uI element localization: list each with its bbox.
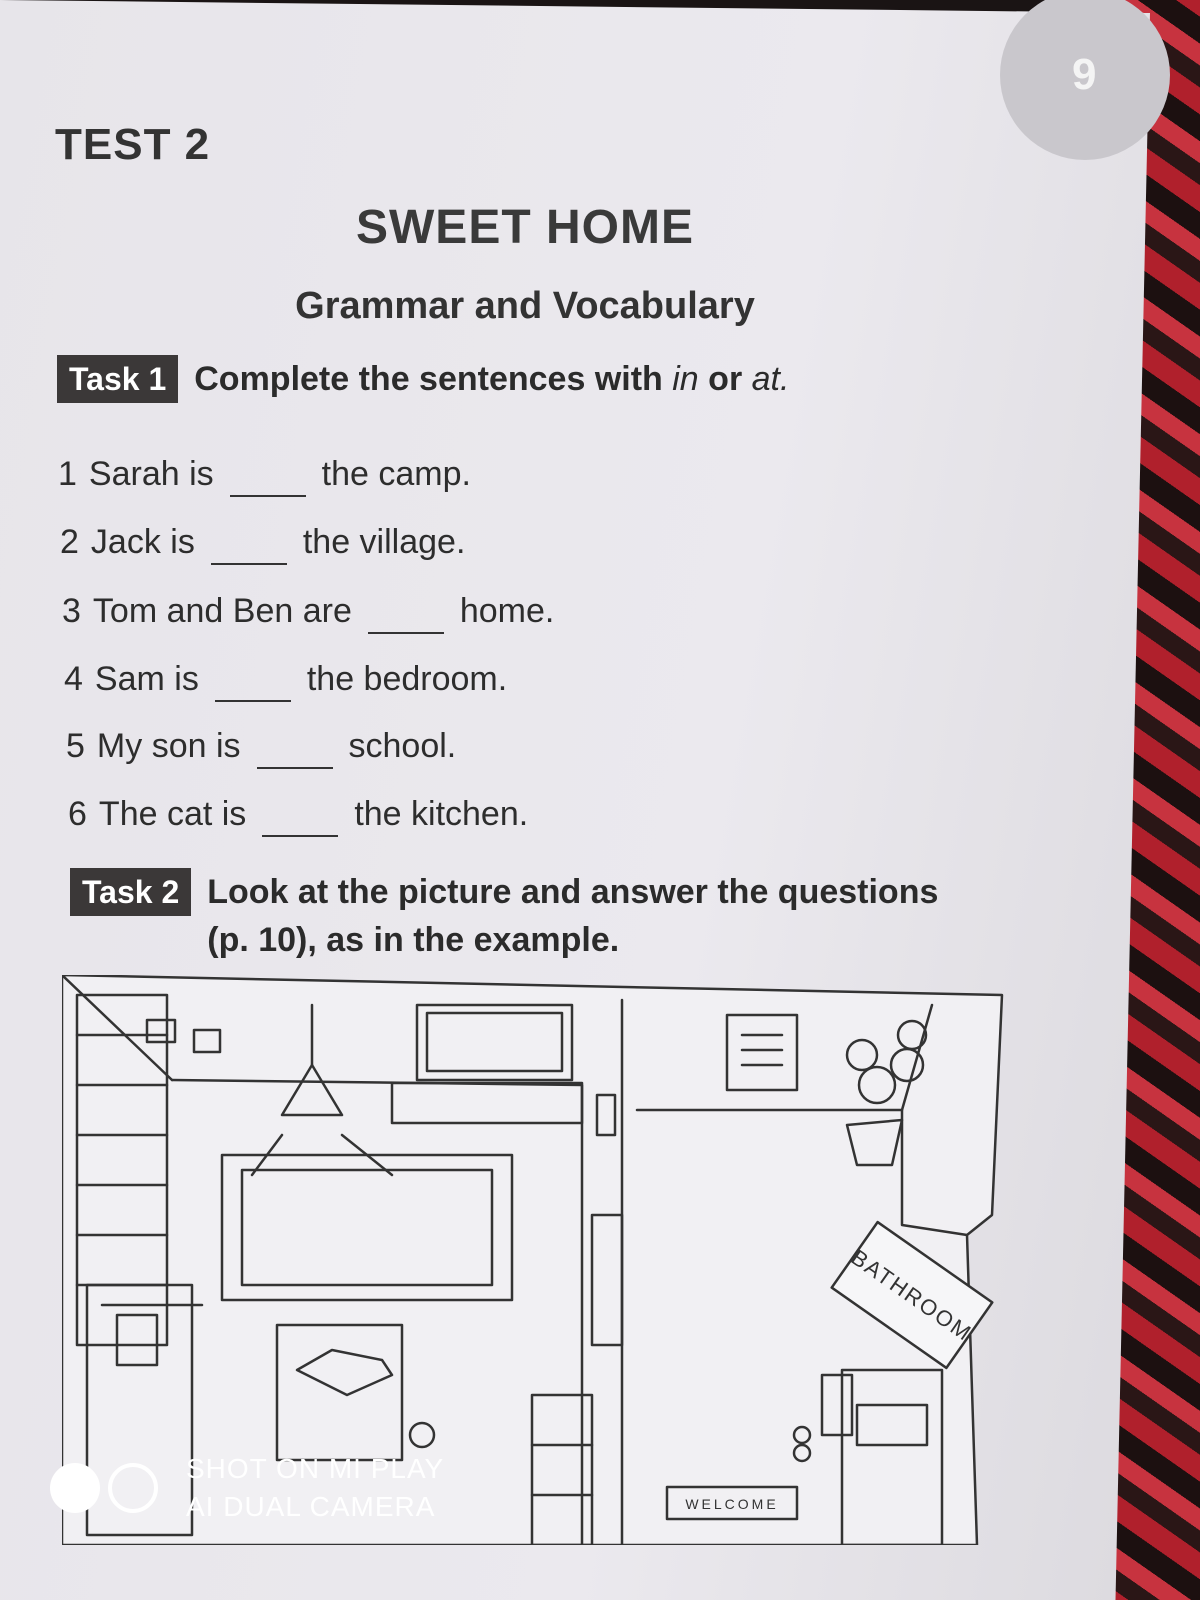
sentence-2 — [60, 523, 465, 562]
page-number: 9 — [1072, 50, 1097, 99]
sentence-number: 5 — [66, 727, 85, 765]
task1-word-in: in — [672, 360, 699, 398]
task1-label: Task 1 — [57, 355, 178, 403]
watermark-text — [186, 1450, 444, 1526]
sentence-5 — [66, 727, 456, 766]
answer-blank[interactable] — [257, 767, 333, 769]
sentence-6 — [68, 795, 528, 834]
answer-blank[interactable] — [262, 835, 338, 837]
test-title: TEST 2 — [55, 120, 211, 169]
sentence-end: the kitchen. — [354, 795, 529, 833]
sentence-start: Sam is — [94, 660, 199, 698]
sentence-start: My son is — [96, 727, 241, 765]
sentence-end: home. — [459, 592, 555, 630]
task2-header — [70, 868, 938, 964]
watermark-line2: AI DUAL CAMERA — [186, 1491, 436, 1522]
sentence-start: Jack is — [90, 523, 195, 561]
main-title: SWEET HOME — [355, 201, 694, 254]
sentence-number: 2 — [60, 523, 79, 561]
task1-instruction — [194, 355, 789, 403]
sentence-end: the bedroom. — [306, 660, 508, 698]
sentence-number: 1 — [58, 455, 77, 493]
camera-watermark — [50, 1450, 444, 1526]
sentence-end: school. — [348, 727, 457, 765]
answer-blank[interactable] — [368, 632, 444, 634]
task1-word-at: at. — [751, 360, 790, 398]
sentence-start: Sarah is — [88, 455, 214, 493]
sentence-end: the camp. — [321, 455, 471, 493]
subtitle: Grammar and Vocabulary — [295, 285, 755, 327]
task2-instruction-line2: (p. 10), as in the example. — [207, 921, 620, 959]
sentence-number: 3 — [62, 592, 81, 630]
sentence-1 — [58, 455, 471, 494]
watermark-dot-icon — [50, 1463, 100, 1513]
task2-label: Task 2 — [70, 868, 191, 916]
sentence-start: The cat is — [98, 795, 247, 833]
doormat-text: WELCOME — [685, 1496, 779, 1512]
watermark-ring-icon — [108, 1463, 158, 1513]
task1-header — [57, 355, 789, 403]
answer-blank[interactable] — [230, 495, 306, 497]
sentence-number: 4 — [64, 660, 83, 698]
watermark-line1: SHOT ON MI PLAY — [186, 1453, 445, 1484]
sentence-start: Tom and Ben are — [92, 592, 352, 630]
sentence-3 — [62, 592, 554, 631]
sentence-end: the village. — [302, 523, 466, 561]
task2-instruction-line1: Look at the picture and answer the questions — [207, 873, 939, 911]
task1-connector: or — [708, 360, 743, 398]
answer-blank[interactable] — [211, 563, 287, 565]
task1-instruction-text: Complete the sentences with — [194, 360, 663, 398]
answer-blank[interactable] — [215, 700, 291, 702]
sentence-4 — [64, 660, 507, 699]
task2-instruction — [207, 868, 938, 964]
bathroom-sign-text: BATHROOM — [846, 1244, 977, 1347]
sentence-number: 6 — [68, 795, 87, 833]
